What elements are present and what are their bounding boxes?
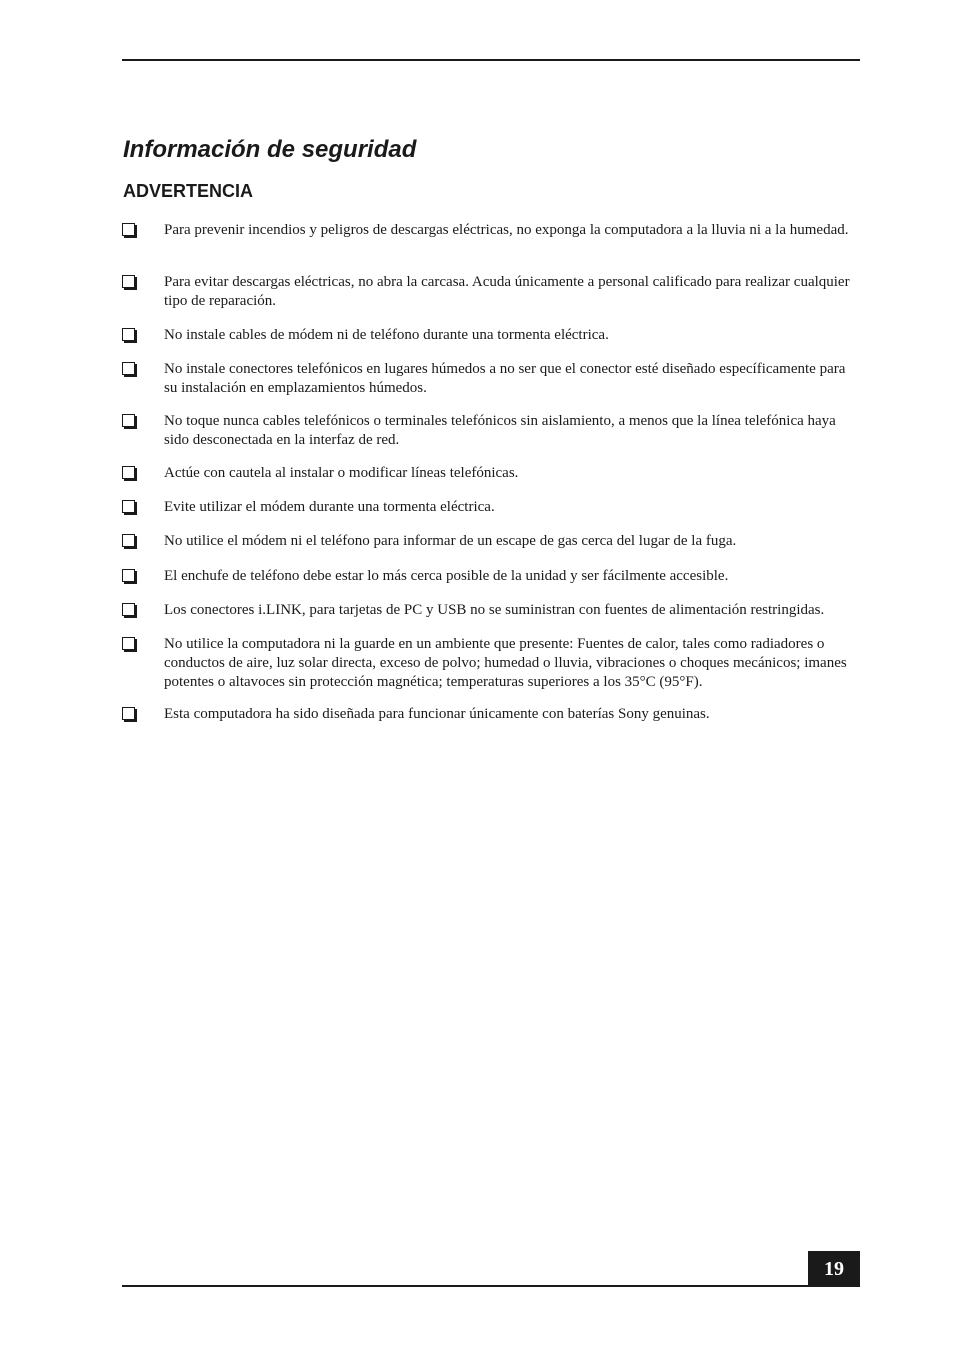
top-rule xyxy=(122,59,860,61)
list-item-text: Esta computadora ha sido diseñada para funcionar únicamente con baterías Sony genuinas. xyxy=(164,706,710,722)
checkbox-bullet-icon xyxy=(122,707,135,720)
list-item-text: Evite utilizar el módem durante una tormenta eléctrica. xyxy=(164,499,495,515)
page-number: 19 xyxy=(808,1251,860,1287)
checkbox-bullet-icon xyxy=(122,466,135,479)
list-item-text: No instale cables de módem ni de teléfono durante una tormenta eléctrica. xyxy=(164,327,609,343)
checkbox-bullet-icon xyxy=(122,637,135,650)
list-item-text: Actúe con cautela al instalar o modificar líneas telefónicas. xyxy=(164,465,519,481)
checkbox-bullet-icon xyxy=(122,603,135,616)
list-item-text: Los conectores i.LINK, para tarjetas de PC y USB no se suministran con fuentes de alimentación restringidas. xyxy=(164,602,825,618)
list-item-text: El enchufe de teléfono debe estar lo más cerca posible de la unidad y ser fácilmente accesible. xyxy=(164,568,729,584)
checkbox-bullet-icon xyxy=(122,223,135,236)
list-item-text: No instale conectores telefónicos en lugares húmedos a no ser que el conector esté diseñado específicamente para su instalación en emplazamientos húmedos. xyxy=(164,361,846,396)
list-item-text: No toque nunca cables telefónicos o terminales telefónicos sin aislamiento, a menos que la línea telefónica haya sido desconectada en la interfaz de red. xyxy=(164,413,836,448)
list-item-text: Para prevenir incendios y peligros de descargas eléctricas, no exponga la computadora a la lluvia ni a la humedad. xyxy=(164,222,849,238)
checkbox-bullet-icon xyxy=(122,500,135,513)
checkbox-bullet-icon xyxy=(122,534,135,547)
checkbox-bullet-icon xyxy=(122,362,135,375)
list-item-text: No utilice la computadora ni la guarde en un ambiente que presente: Fuentes de calor, tales como radiadores o conductos de aire, luz solar directa, exceso de polvo; humedad o lluvia, vibraciones o choques mecánicos; imanes potentes o altavoces sin protección magnética; temperaturas superiores a los 35°C (95°F). xyxy=(164,636,847,690)
checkbox-bullet-icon xyxy=(122,275,135,288)
checkbox-bullet-icon xyxy=(122,569,135,582)
bottom-rule xyxy=(122,1285,860,1287)
page-title: Información de seguridad xyxy=(123,136,417,163)
checkbox-bullet-icon xyxy=(122,328,135,341)
list-item-text: No utilice el módem ni el teléfono para informar de un escape de gas cerca del lugar de la fuga. xyxy=(164,533,737,549)
list-item-text: Para evitar descargas eléctricas, no abra la carcasa. Acuda únicamente a personal calificado para realizar cualquier tipo de reparación. xyxy=(164,274,850,309)
checkbox-bullet-icon xyxy=(122,414,135,427)
section-heading: ADVERTENCIA xyxy=(123,181,254,201)
